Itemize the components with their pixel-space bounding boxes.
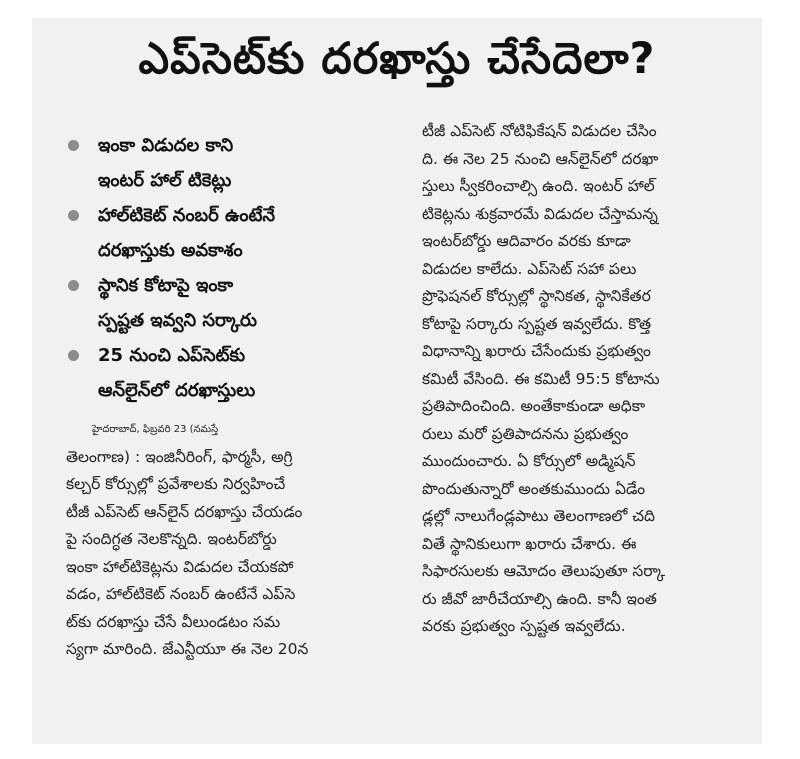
bullet-dot-icon [68,280,79,291]
bullet-dot-icon [68,140,79,151]
article-line: హైదరాబాద్, ఫిబ్రవరి 23 (నమస్తే [92,424,219,435]
article-body-left [66,416,406,664]
article-line: ఇంకా హాల్‌టికెట్లను విడుదల చేయకపో [66,557,294,576]
article-body-right [422,118,752,641]
highlight-line: ఆన్‌లైన్‌లో దరఖాస్తులు [98,380,256,401]
headline: ఎప్‌సెట్‌కు దరఖాస్తు చేసేదెలా? [138,34,656,84]
newspaper-clipping [32,18,762,744]
article-line: ప్రొఫెషనల్ కోర్సుల్లో స్థానికత, స్థానికేతర [422,287,651,305]
highlight-line: స్థానిక కోటాపై ఇంకా [98,275,234,296]
highlight-line: హాల్‌టికెట్ నంబర్ ఉంటేనే [98,205,276,226]
article-line: టికెట్లను శుక్రవారమే విడుదల చేస్తామన్న [422,204,658,223]
highlight-line: 25 నుంచి ఎప్‌సెట్‌కు [98,345,246,366]
article-line: రు జీవో జారీచేయాల్సి ఉంది. కానీ ఇంత [422,589,657,608]
bullet-dot-icon [68,350,79,361]
highlight-line: ఇంటర్ హాల్ టికెట్లు [98,170,232,191]
article-line: వరకు ప్రభుత్వం స్పష్టత ఇవ్వలేదు. [422,617,626,635]
highlight-line: స్పష్టత ఇవ్వని సర్కారు [98,310,257,331]
article-line: ది. ఈ నెల 25 నుంచి ఆన్‌లైన్‌లో దరఖా [422,149,659,168]
article-line: సిఫారసులకు ఆమోదం తెలుపుతూ సర్కా [422,562,666,580]
highlight-line: దరఖాస్తుకు అవకాశం [98,240,243,261]
article-line: రులు మరో ప్రతిపాదనను ప్రభుత్వం [422,424,629,443]
highlights-list [66,128,406,408]
article-line: పొందుతున్నారో అంతకుముందు ఏడేం [422,479,646,498]
highlight-item [66,338,406,408]
article-line: స్తులు స్వీకరించాల్సి ఉంది. ఇంటర్ హాల్ [422,177,655,195]
article-line: కల్చర్ కోర్సుల్లో ప్రవేశాలకు నిర్వహించే [66,475,286,493]
highlight-item [66,198,406,268]
article-line: టీజీ ఎప్‌సెట్ నోటిఫికేషన్ విడుదల చేసిం [422,122,657,140]
article-line: తెలంగాణ) : ఇంజినీరింగ్, ఫార్మసీ, అగ్రి [66,447,293,466]
highlight-item [66,128,406,198]
article-line: టీజీ ఎప్‌సెట్ ఆన్‌లైన్ దరఖాస్తు చేయడం [66,502,303,521]
article-line: వితే స్థానికులుగా ఖరారు చేశారు. ఈ [422,534,637,553]
article-line: ట్‌కు దరఖాస్తు చేసే వీలుండటం సమ [66,612,281,631]
highlight-item [66,268,406,338]
article-line: విడుదల కాలేదు. ఎప్‌సెట్ సహా పలు [422,259,637,278]
highlight-line: ఇంకా విడుదల కాని [98,135,234,156]
article-line: ప్రతిపాదించింది. అంతేకాకుండా అధికా [422,397,646,415]
article-line: పై సందిగ్ధత నెలకొన్నది. ఇంటర్‌బోర్డు [66,530,277,548]
article-line: విధానాన్ని ఖరారు చేసేందుకు ప్రభుత్వం [422,342,651,360]
article-line: స్యగా మారింది. జేఎన్టీయూ ఈ నెల 20న [66,640,309,658]
article-line: కోటాపై సర్కారు స్పష్టత ఇవ్వలేదు. కొత్త [422,314,652,333]
left-column [66,128,406,664]
article-line: డ్లల్లో నాలుగేండ్లపాటు తెలంగాణలో చది [422,507,655,525]
bullet-dot-icon [68,210,79,221]
article-line: ముందుంచారు. ఏ కోర్సులో అడ్మిషన్ [422,452,636,470]
article-line: కమిటీ వేసింది. ఈ కమిటీ 95:5 కోటాను [422,369,660,388]
article-line: వడం, హాల్‌టికెట్ నంబర్ ఉంటేనే ఎప్‌సె [66,585,296,603]
article-line: ఇంటర్‌బోర్డు ఆదివారం వరకు కూడా [422,232,631,250]
